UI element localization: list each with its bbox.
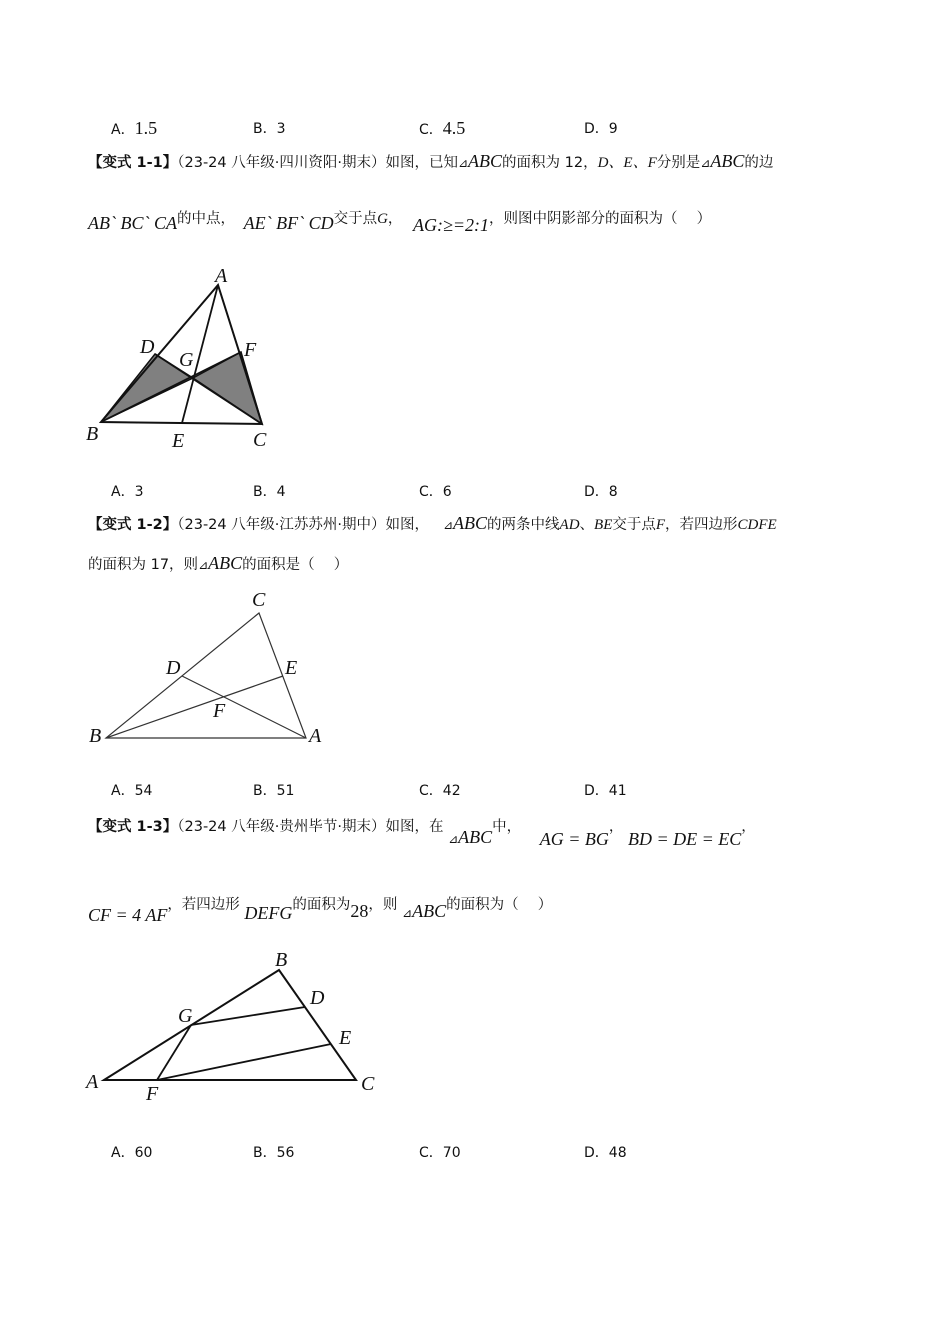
option-b[interactable]: B．51 [253, 783, 295, 799]
segment-fe [157, 1044, 331, 1080]
label-b: B [86, 423, 99, 445]
option-d[interactable]: D．48 [584, 1145, 627, 1161]
option-b[interactable]: B．3 [253, 121, 286, 137]
v13-figure [82, 945, 382, 1110]
label-c: C [253, 429, 267, 451]
v12-line2: 的面积为 17，则⊿ABC的面积是（ ） [88, 553, 349, 573]
v13-line2: CF = 4 AF，若四边形 DEFG的面积为28，则 $_⊿$ABC的面积为（ ） [88, 897, 553, 925]
median-ad [182, 676, 306, 738]
label-a: A [309, 725, 322, 747]
label-g: G [179, 349, 194, 371]
label-a: A [86, 1071, 99, 1093]
option-a[interactable]: A．54 [111, 783, 153, 799]
label-d: D [310, 987, 325, 1009]
triangle-abc [106, 613, 306, 738]
label-g: G [178, 1005, 193, 1027]
option-d[interactable]: D．9 [584, 121, 618, 137]
label-e: E [172, 430, 185, 452]
median-be [106, 676, 283, 738]
option-d[interactable]: D．8 [584, 484, 618, 500]
option-a[interactable]: A．3 [111, 484, 144, 500]
label-e: E [339, 1027, 352, 1049]
label-b: B [89, 725, 102, 747]
label-e: E [285, 657, 298, 679]
option-b[interactable]: B．4 [253, 484, 286, 500]
segment-gf [157, 1025, 191, 1080]
v11-figure [80, 262, 290, 454]
label-f: F [213, 700, 226, 722]
v13-line1: 【变式 1-3】（23-24 八年级·贵州毕节·期末）如图，在 $_⊿$ABC中， AG = BG， BD = DE = EC， [88, 819, 756, 849]
label-c: C [252, 589, 266, 611]
option-a[interactable]: A．60 [111, 1145, 153, 1161]
option-a[interactable]: A．1.5 [111, 118, 158, 138]
label-c: C [361, 1073, 375, 1095]
label-b: B [275, 949, 288, 971]
v11-line1: 【变式 1-1】（23-24 八年级·四川资阳·期末）如图，已知⊿ABC的面积为 12，D、E、F分别是⊿ABC的边 [88, 151, 774, 171]
option-b[interactable]: B．56 [253, 1145, 295, 1161]
segment-gd [191, 1007, 305, 1025]
v12-line1: 【变式 1-2】（23-24 八年级·江苏苏州·期中）如图， ⊿ABC的两条中线AD、BE交于点F，若四边形CDFE [88, 513, 777, 533]
label-a: A [215, 265, 228, 287]
option-c[interactable]: C．6 [419, 484, 452, 500]
label-f: F [244, 339, 257, 361]
v11-tag: 【变式 1-1】 [88, 155, 178, 171]
option-c[interactable]: C．70 [419, 1145, 461, 1161]
option-d[interactable]: D．41 [584, 783, 627, 799]
v12-figure [82, 585, 332, 750]
option-c[interactable]: C．4.5 [419, 118, 466, 138]
option-c[interactable]: C．42 [419, 783, 461, 799]
v13-tag: 【变式 1-3】 [88, 819, 178, 835]
label-d: D [166, 657, 181, 679]
v11-line2: AB` BC` CA的中点， AE` BF` CD交于点G， AG:≥=2:1，则图中阴影部分的面积为（ ） [88, 211, 712, 235]
label-d: D [140, 336, 155, 358]
label-f: F [146, 1083, 159, 1105]
v12-tag: 【变式 1-2】 [88, 517, 178, 533]
